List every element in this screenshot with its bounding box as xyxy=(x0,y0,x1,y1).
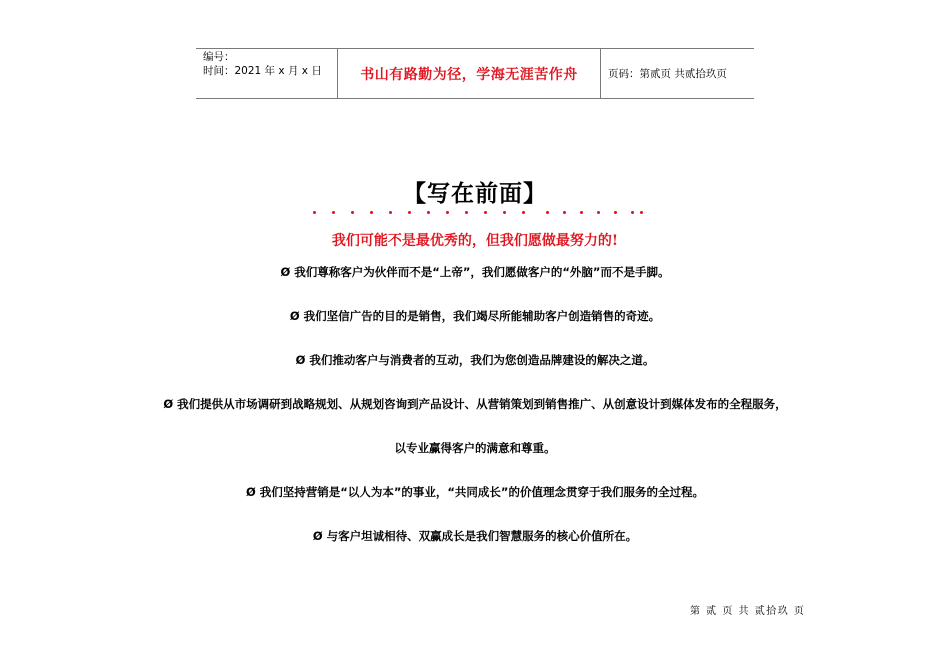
dot xyxy=(503,211,506,214)
dot xyxy=(332,211,335,214)
dot xyxy=(563,211,566,214)
header-cell-info xyxy=(196,49,338,98)
page-footer: 第 贰 页 共 贰拾玖 页 xyxy=(690,606,806,617)
dot xyxy=(484,211,487,214)
header-page-info: 页码：第贰页 共贰拾玖页 xyxy=(608,68,727,80)
paragraph-partner: Ø 我们尊称客户为伙伴而不是“上帝”，我们愿做客户的“外脑”而不是手脚。 xyxy=(280,265,670,279)
dot xyxy=(351,211,354,214)
paragraph-marketing: Ø 我们坚持营销是“以人为本”的事业，“共同成长”的价值理念贯穿于我们服务的全过程。 xyxy=(245,485,704,499)
dot xyxy=(446,211,449,214)
dot xyxy=(580,211,583,214)
paragraph-sales: Ø 我们坚信广告的目的是销售，我们竭尽所能辅助客户创造销售的奇迹。 xyxy=(289,309,661,323)
decorative-dot-row xyxy=(313,211,643,217)
dot xyxy=(597,211,600,214)
paragraph-interaction: Ø 我们推动客户与消费者的互动，我们为您创造品牌建设的解决之道。 xyxy=(295,353,655,367)
document-number-label: 编号： xyxy=(203,51,235,63)
header-motto: 书山有路勤为径，学海无涯苦作舟 xyxy=(360,66,578,83)
header-table xyxy=(196,48,754,99)
dot xyxy=(370,211,373,214)
dot xyxy=(408,211,411,214)
dot xyxy=(313,211,316,214)
dot xyxy=(640,211,643,214)
dot xyxy=(546,211,549,214)
dot xyxy=(427,211,430,214)
header-cell-motto xyxy=(338,49,601,98)
section-title: 【写在前面】 xyxy=(403,180,547,207)
dot xyxy=(631,211,634,214)
document-time: 时间：2021 年 x 月 x 日 xyxy=(203,65,322,77)
header-cell-page xyxy=(601,49,754,98)
slogan: 我们可能不是最优秀的，但我们愿做最努力的! xyxy=(331,233,619,249)
dot xyxy=(522,211,525,214)
paragraph-services-continued: 以专业赢得客户的满意和尊重。 xyxy=(394,441,556,455)
paragraph-services: Ø 我们提供从市场调研到战略规划、从规划咨询到产品设计、从营销策划到销售推广、从创意设计到媒体发布的全程服务， xyxy=(163,397,787,411)
dot xyxy=(389,211,392,214)
paragraph-core-value: Ø 与客户坦诚相待、双赢成长是我们智慧服务的核心价值所在。 xyxy=(312,529,638,543)
dot xyxy=(465,211,468,214)
dot xyxy=(614,211,617,214)
